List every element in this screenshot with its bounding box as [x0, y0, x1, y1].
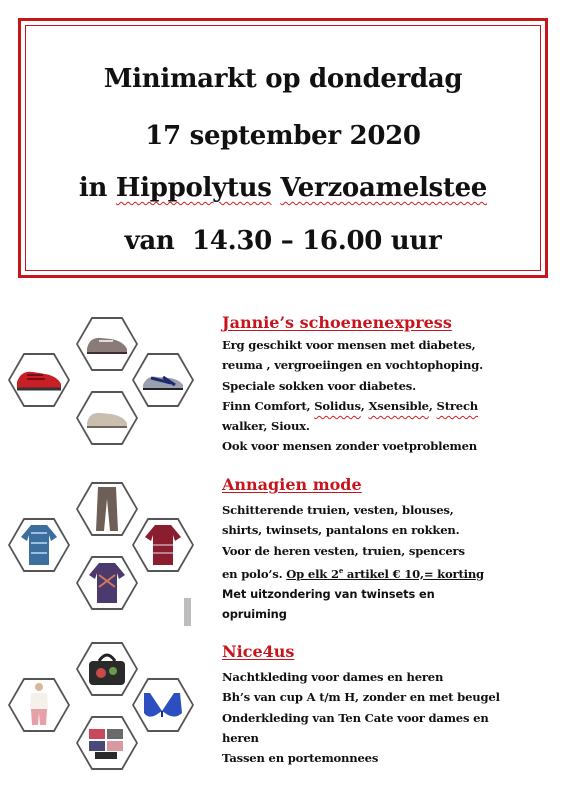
section-line: Onderkleding van Ten Cate voor dames en	[222, 710, 489, 725]
section-title: Jannie’s schoenenexpress	[222, 313, 452, 332]
brands-prefix: Finn Comfort,	[222, 398, 315, 413]
section-line: Ook voor mensen zonder voetproblemen	[222, 439, 477, 454]
hex-tile	[132, 518, 194, 572]
header-title: Minimarkt op donderdag	[103, 64, 463, 94]
brands-line-2: walker, Sioux.	[222, 419, 310, 434]
hex-tile	[8, 678, 70, 732]
brand-name: Strech	[436, 398, 479, 413]
header-time: van 14.30 – 16.00 uur	[124, 226, 442, 256]
hex-tile	[76, 317, 138, 371]
section-shoes	[222, 313, 557, 457]
offer-line	[222, 561, 557, 584]
hex-tile	[132, 353, 194, 407]
brand-name: Solidus	[314, 398, 361, 413]
trousers-icon	[92, 485, 122, 533]
shirt-icon	[87, 561, 127, 605]
location-name-1: Hippolytus	[115, 173, 272, 203]
offer-part: artikel € 10,= korting	[343, 566, 484, 581]
hex-tile	[8, 518, 70, 572]
section-line: Schitterende truien, vesten, blouses,	[222, 503, 454, 517]
section-lingerie	[222, 642, 557, 768]
offer-sup: e	[338, 565, 344, 575]
exception-note: Met uitzondering van twinsets en	[222, 587, 435, 602]
pajamas-icon	[24, 681, 54, 729]
hex-tile	[76, 716, 138, 770]
hex-tile	[132, 678, 194, 732]
section-line: Speciale sokken voor diabetes.	[222, 378, 416, 393]
shoe-icon	[139, 365, 187, 395]
location-prefix: in	[78, 173, 116, 203]
section-line: Erg geschikt voor mensen met diabetes,	[222, 338, 476, 352]
section-title: Nice4us	[222, 642, 295, 661]
shoe-icon	[13, 364, 65, 396]
section-fashion	[222, 475, 557, 625]
wallet-icon	[85, 725, 129, 761]
hex-tile	[8, 353, 70, 407]
section-line: Bh’s van cup A t/m H, zonder en met beugel	[222, 690, 500, 705]
hex-tile	[76, 556, 138, 610]
clothes-image-cluster	[0, 480, 200, 630]
header-location	[26, 173, 540, 203]
offer-part: Op elk 2	[286, 566, 339, 581]
shoe-icon	[83, 329, 131, 359]
bra-icon	[140, 687, 186, 723]
brands-line	[222, 396, 557, 416]
shoes-image-cluster	[0, 315, 200, 465]
section-line: reuma , vergroeiingen en vochtophoping.	[222, 358, 483, 373]
gray-marker	[184, 598, 191, 626]
section-line: Tassen en portemonnees	[222, 751, 379, 766]
offer-prefix: en polo’s.	[222, 566, 287, 581]
section-line: heren	[222, 730, 259, 745]
exception-note: opruiming	[222, 607, 287, 622]
section-line: Voor de heren vesten, truien, spencers	[222, 543, 465, 558]
hex-tile	[76, 391, 138, 445]
offer-text	[286, 567, 484, 581]
location-name-2: Verzoamelstee	[280, 173, 488, 203]
hex-tile	[76, 642, 138, 696]
header-date: 17 september 2020	[145, 121, 421, 151]
bag-icon	[85, 649, 129, 689]
shirt-icon	[19, 523, 59, 567]
brand-name: Xsensible	[368, 398, 429, 413]
lingerie-image-cluster	[0, 640, 200, 790]
header-inner-frame	[25, 25, 541, 271]
shoe-icon	[83, 403, 131, 433]
section-title: Annagien mode	[222, 475, 362, 494]
hex-tile	[76, 482, 138, 536]
header-frame	[18, 18, 548, 278]
brand-separator: ,	[360, 398, 369, 413]
section-line: shirts, twinsets, pantalons en rokken.	[222, 523, 460, 538]
brand-separator: ,	[428, 398, 437, 413]
shirt-icon	[143, 523, 183, 567]
section-line: Nachtkleding voor dames en heren	[222, 670, 444, 684]
